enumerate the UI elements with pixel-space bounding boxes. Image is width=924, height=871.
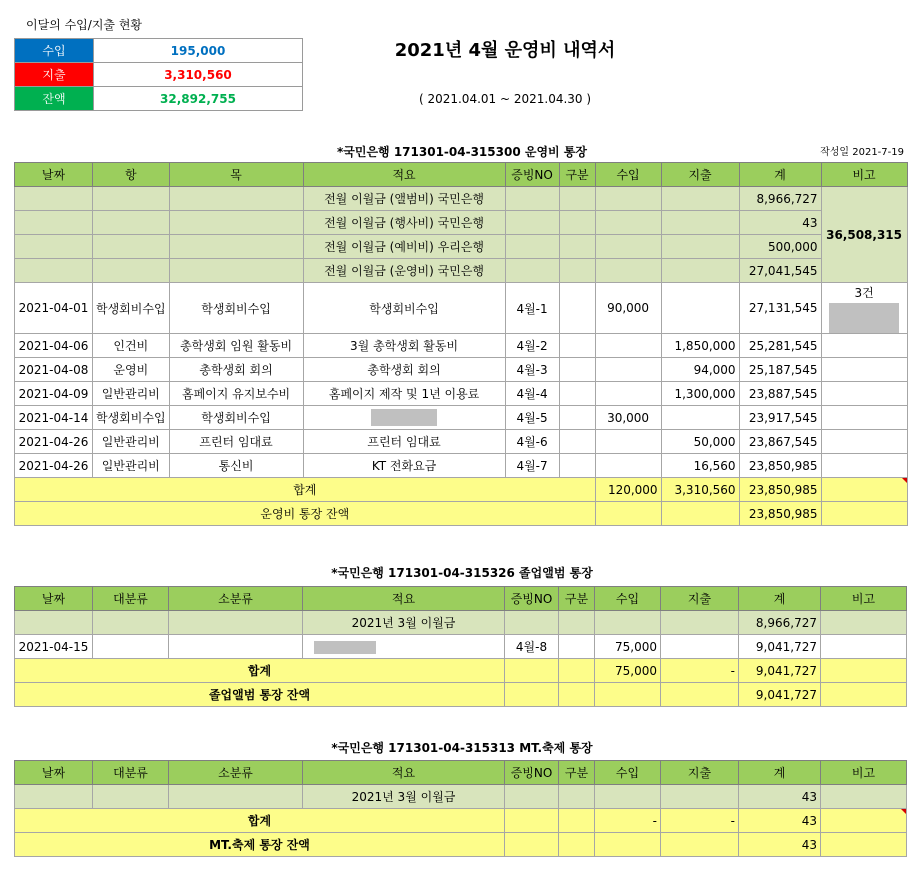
row-proof: 4월-4 xyxy=(505,382,559,406)
table-row xyxy=(15,382,908,406)
total-balance: 23,850,985 xyxy=(739,478,821,502)
row-income: 90,000 xyxy=(595,283,661,334)
header-note: 비고 xyxy=(821,163,907,187)
row-type xyxy=(559,430,595,454)
row-desc: 프린터 임대료 xyxy=(303,430,505,454)
row-mok: 총학생회 임원 활동비 xyxy=(169,334,303,358)
carry-desc: 전월 이월금 (예비비) 우리은행 xyxy=(303,235,505,259)
carry-desc: 2021년 3월 이월금 xyxy=(303,785,505,809)
total-income: - xyxy=(595,809,661,833)
row-cat2 xyxy=(169,635,303,659)
row-note xyxy=(821,430,907,454)
header-note: 비고 xyxy=(821,587,907,611)
header-cat2: 소분류 xyxy=(169,587,303,611)
row-proof: 4월-6 xyxy=(505,430,559,454)
row-income xyxy=(595,454,661,478)
total-label: 합계 xyxy=(15,659,505,683)
row-note xyxy=(821,454,907,478)
row-proof: 4월-1 xyxy=(505,283,559,334)
row-proof: 4월-3 xyxy=(505,358,559,382)
table-row xyxy=(15,635,907,659)
remain-label: 운영비 통장 잔액 xyxy=(15,502,596,526)
row-note xyxy=(821,382,907,406)
total-row xyxy=(15,809,907,833)
row-expense: 1,300,000 xyxy=(661,382,739,406)
document-period: ( 2021.04.01 ~ 2021.04.30 ) xyxy=(418,92,592,106)
summary-row-income xyxy=(15,39,303,63)
row-balance: 23,917,545 xyxy=(739,406,821,430)
row-mok: 총학생회 회의 xyxy=(169,358,303,382)
balance-label: 잔액 xyxy=(15,87,94,111)
row-balance: 9,041,727 xyxy=(739,635,821,659)
carry-row xyxy=(15,611,907,635)
section2-header-row xyxy=(15,587,907,611)
row-balance: 27,131,545 xyxy=(739,283,821,334)
header-cat1: 대분류 xyxy=(93,587,169,611)
row-expense: 50,000 xyxy=(661,430,739,454)
row-date: 2021-04-26 xyxy=(15,454,93,478)
header-mok: 목 xyxy=(169,163,303,187)
carry-balance: 500,000 xyxy=(739,235,821,259)
row-expense xyxy=(661,406,739,430)
row-balance: 23,887,545 xyxy=(739,382,821,406)
carry-balance: 8,966,727 xyxy=(739,187,821,211)
row-note xyxy=(821,334,907,358)
written-date: 작성일 2021-7-19 xyxy=(820,147,904,158)
carry-row xyxy=(15,187,908,211)
section3-header-row xyxy=(15,761,907,785)
row-income xyxy=(595,382,661,406)
row-desc xyxy=(303,635,505,659)
row-date: 2021-04-15 xyxy=(15,635,93,659)
row-hang: 일반관리비 xyxy=(93,454,170,478)
header-proof: 증빙NO xyxy=(505,163,559,187)
row-note xyxy=(821,406,907,430)
row-hang: 운영비 xyxy=(93,358,170,382)
remain-row xyxy=(15,833,907,857)
row-income xyxy=(595,430,661,454)
row-mok: 학생회비수입 xyxy=(169,283,303,334)
expense-value: 3,310,560 xyxy=(94,63,303,87)
row-proof: 4월-8 xyxy=(505,635,559,659)
row-hang: 일반관리비 xyxy=(93,430,170,454)
carry-balance: 43 xyxy=(739,211,821,235)
table-row xyxy=(15,454,908,478)
header-income: 수입 xyxy=(595,587,661,611)
header-desc: 적요 xyxy=(303,163,505,187)
row-desc: 3월 총학생회 활동비 xyxy=(303,334,505,358)
row-type xyxy=(559,406,595,430)
redacted-block xyxy=(314,641,376,654)
total-label: 합계 xyxy=(15,478,596,502)
table-row xyxy=(15,283,908,334)
header-balance: 계 xyxy=(739,587,821,611)
remain-row xyxy=(15,502,908,526)
row-date: 2021-04-01 xyxy=(15,283,93,334)
row-type xyxy=(559,283,595,334)
section3-account-title: *국민은행 171301-04-315313 MT.축제 통장 xyxy=(331,741,593,755)
total-expense: - xyxy=(661,659,739,683)
row-note xyxy=(821,358,907,382)
row-income xyxy=(595,358,661,382)
row-expense: 94,000 xyxy=(661,358,739,382)
carry-desc: 2021년 3월 이월금 xyxy=(303,611,505,635)
remain-label: MT.축제 통장 잔액 xyxy=(15,833,505,857)
row-desc: 총학생회 회의 xyxy=(303,358,505,382)
header-income: 수입 xyxy=(595,163,661,187)
row-expense xyxy=(661,635,739,659)
row-mok: 통신비 xyxy=(169,454,303,478)
row-date: 2021-04-14 xyxy=(15,406,93,430)
total-label: 합계 xyxy=(15,809,505,833)
carry-desc: 전월 이월금 (행사비) 국민은행 xyxy=(303,211,505,235)
section3-table xyxy=(14,760,907,857)
remain-balance: 43 xyxy=(739,833,821,857)
total-expense: 3,310,560 xyxy=(661,478,739,502)
header-proof: 증빙NO xyxy=(505,761,559,785)
total-expense: - xyxy=(661,809,739,833)
header-date: 날짜 xyxy=(15,587,93,611)
remain-balance: 23,850,985 xyxy=(739,502,821,526)
header-income: 수입 xyxy=(595,761,661,785)
row-income: 30,000 xyxy=(595,406,661,430)
row-date: 2021-04-26 xyxy=(15,430,93,454)
document-title: 2021년 4월 운영비 내역서 xyxy=(394,40,616,61)
row-note xyxy=(821,635,907,659)
summary-row-balance xyxy=(15,87,303,111)
row-note xyxy=(821,283,907,334)
row-balance: 25,281,545 xyxy=(739,334,821,358)
total-balance: 43 xyxy=(739,809,821,833)
table-row xyxy=(15,430,908,454)
header-cat1: 대분류 xyxy=(93,761,169,785)
header-hang: 항 xyxy=(93,163,170,187)
note-count: 3건 xyxy=(854,286,874,300)
carry-desc: 전월 이월금 (앨범비) 국민은행 xyxy=(303,187,505,211)
row-mok: 학생회비수입 xyxy=(169,406,303,430)
section1-header-row xyxy=(15,163,908,187)
row-cat1 xyxy=(93,635,169,659)
row-date: 2021-04-08 xyxy=(15,358,93,382)
income-value: 195,000 xyxy=(94,39,303,63)
total-row xyxy=(15,478,908,502)
header-balance: 계 xyxy=(739,163,821,187)
row-hang: 학생회비수입 xyxy=(93,283,170,334)
summary-title: 이달의 수입/지출 현황 xyxy=(26,18,143,32)
row-balance: 25,187,545 xyxy=(739,358,821,382)
header-cat2: 소분류 xyxy=(169,761,303,785)
row-income: 75,000 xyxy=(595,635,661,659)
row-type xyxy=(559,454,595,478)
balance-value: 32,892,755 xyxy=(94,87,303,111)
header-type: 구분 xyxy=(559,761,595,785)
remain-row xyxy=(15,683,907,707)
row-type xyxy=(559,635,595,659)
header-note: 비고 xyxy=(821,761,907,785)
row-desc xyxy=(303,406,505,430)
row-date: 2021-04-06 xyxy=(15,334,93,358)
summary-table xyxy=(14,38,303,111)
redacted-block xyxy=(829,303,899,333)
row-desc: 학생회비수입 xyxy=(303,283,505,334)
row-expense xyxy=(661,283,739,334)
row-expense: 1,850,000 xyxy=(661,334,739,358)
header-type: 구분 xyxy=(559,163,595,187)
summary-row-expense xyxy=(15,63,303,87)
carry-row xyxy=(15,211,908,235)
remain-label: 졸업앨범 통장 잔액 xyxy=(15,683,505,707)
carry-row xyxy=(15,785,907,809)
total-note xyxy=(821,478,907,502)
total-income: 75,000 xyxy=(595,659,661,683)
section1-table xyxy=(14,162,908,526)
header-balance: 계 xyxy=(739,761,821,785)
total-row xyxy=(15,659,907,683)
total-income: 120,000 xyxy=(595,478,661,502)
row-proof: 4월-2 xyxy=(505,334,559,358)
row-proof: 4월-7 xyxy=(505,454,559,478)
row-balance: 23,850,985 xyxy=(739,454,821,478)
row-date: 2021-04-09 xyxy=(15,382,93,406)
row-expense: 16,560 xyxy=(661,454,739,478)
row-hang: 학생회비수입 xyxy=(93,406,170,430)
header-expense: 지출 xyxy=(661,587,739,611)
header-proof: 증빙NO xyxy=(505,587,559,611)
header-date: 날짜 xyxy=(15,761,93,785)
header-expense: 지출 xyxy=(661,761,739,785)
carry-desc: 전월 이월금 (운영비) 국민은행 xyxy=(303,259,505,283)
expense-label: 지출 xyxy=(15,63,94,87)
carry-balance: 27,041,545 xyxy=(739,259,821,283)
header-type: 구분 xyxy=(559,587,595,611)
total-balance: 9,041,727 xyxy=(739,659,821,683)
row-mok: 프린터 임대료 xyxy=(169,430,303,454)
section2-account-title: *국민은행 171301-04-315326 졸업앨범 통장 xyxy=(331,566,593,580)
section2-table xyxy=(14,586,907,707)
carry-balance: 43 xyxy=(739,785,821,809)
carry-row xyxy=(15,259,908,283)
total-note xyxy=(821,809,907,833)
carry-balance: 8,966,727 xyxy=(739,611,821,635)
remain-balance: 9,041,727 xyxy=(739,683,821,707)
row-type xyxy=(559,382,595,406)
row-type xyxy=(559,358,595,382)
section1-account-title: *국민은행 171301-04-315300 운영비 통장 xyxy=(337,145,587,159)
income-label: 수입 xyxy=(15,39,94,63)
header-expense: 지출 xyxy=(661,163,739,187)
carry-note-total: 36,508,315 xyxy=(821,187,907,283)
row-hang: 일반관리비 xyxy=(93,382,170,406)
row-proof: 4월-5 xyxy=(505,406,559,430)
redacted-block xyxy=(371,409,437,426)
table-row xyxy=(15,334,908,358)
row-income xyxy=(595,334,661,358)
header-desc: 적요 xyxy=(303,761,505,785)
row-desc: 홈페이지 제작 및 1년 이용료 xyxy=(303,382,505,406)
header-date: 날짜 xyxy=(15,163,93,187)
table-row xyxy=(15,406,908,430)
row-mok: 홈페이지 유지보수비 xyxy=(169,382,303,406)
carry-row xyxy=(15,235,908,259)
header-desc: 적요 xyxy=(303,587,505,611)
row-type xyxy=(559,334,595,358)
row-hang: 인건비 xyxy=(93,334,170,358)
row-desc: KT 전화요금 xyxy=(303,454,505,478)
row-balance: 23,867,545 xyxy=(739,430,821,454)
table-row xyxy=(15,358,908,382)
